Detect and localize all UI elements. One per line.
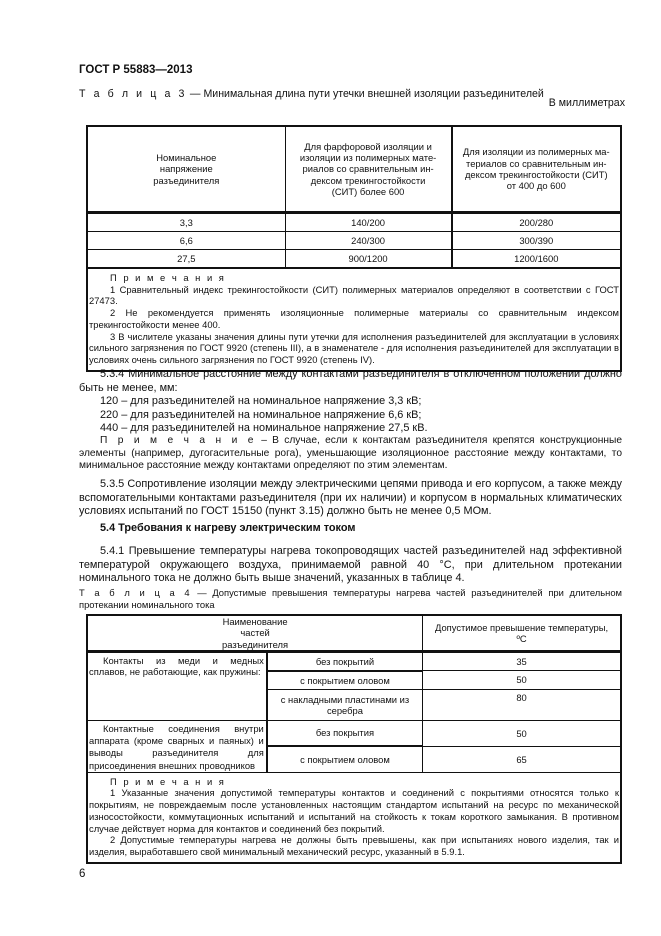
table-row [87, 250, 621, 269]
list-item: 440 – для разъединителей на номинальное напряжение 27,5 кВ. [100, 422, 428, 435]
table4-caption-text: — Допустимые превышения температуры нагрева частей разъединителей при длительном протекании номинального тока [79, 587, 622, 610]
table3 [86, 125, 622, 372]
table-cell: с покрытием оловом [267, 671, 423, 690]
note-item: 2 Допустимые температуры нагрева не должны быть превышены, как при испытаниях нового изделия, так и изделия, выработавшего свой минимальный механический ресурс, указанный в 5.9.1. [89, 834, 619, 857]
paragraph: 5.3.5 Сопротивление изоляции между электрическими цепями привода и его корпусом, а также между вспомогательными контактами разъединителя (при их наличии) и корпусом в нормальных климатических условиях испытаний по ГОСТ 15150 (пункт 3.15) должно быть не менее 0,5 МОм. [79, 478, 622, 518]
table3-header-row [87, 126, 621, 213]
header-line: Для изоляции из полимерных ма- [462, 146, 610, 158]
table-cell: 240/300 [285, 232, 451, 250]
note-item: 3 В числителе указаны значения длины пути утечки для исполнения разъединителей для эксплуатации в условиях сильного загрязнения по ГОСТ 9920 (степень III), а в знаменателе - для исполнения разъединителей для эксплуатации в условиях очень сильного загрязнения по ГОСТ 9920 (степень IV). [89, 330, 619, 365]
table-cell: 65 [423, 746, 621, 772]
section-5-4-heading [79, 522, 622, 536]
header-line: разъединителя [153, 174, 220, 186]
table3-caption [79, 88, 544, 100]
table3-col-voltage [87, 126, 285, 213]
table4-col-temperature: Допустимое превышение температуры, ºС [423, 615, 621, 651]
section-5-3-4 [79, 368, 622, 436]
table3-caption-prefix: Т а б л и ц а 3 [79, 88, 187, 100]
table-cell: 200/280 [452, 213, 621, 232]
table-cell: с покрытием оловом [267, 746, 423, 772]
note-item: 1 Указанные значения допустимой температуры контактов и соединений с покрытиями относятся только к покрытиям, не повреждаемым после установленных настоящим стандартом испытаний на ресурс по механической износостойкости, коммутационных испытаний и испытаний на стойкость к токам короткого замыкания. В противном случае действует норма для контактов и соединений без покрытий. [89, 787, 619, 834]
table3-col-polymer [452, 126, 621, 213]
list-item: 120 – для разъединителей на номинальное напряжение 3,3 кВ; [100, 395, 422, 408]
section-5-4-1 [79, 545, 622, 586]
table-row [87, 720, 621, 746]
table4-col-part: Наименование частей разъединителя [87, 615, 423, 651]
table-cell: с накладными пластинами из серебра [267, 689, 423, 720]
page-number: 6 [79, 868, 86, 880]
group-name: Контактные соединения внутри аппарата (кроме сварных и паяных) и выводы разъединителя для присоединения внешних проводников [87, 720, 267, 772]
table-cell: 80 [423, 689, 621, 720]
table-cell: 300/390 [452, 232, 621, 250]
table3-notes [87, 268, 621, 371]
table-cell: 50 [423, 720, 621, 746]
notes-title: П р и м е ч а н и я [110, 272, 226, 283]
section-heading: 5.4 Требования к нагреву электрическим током [100, 522, 356, 534]
table4-header-row [87, 615, 621, 651]
table-row [87, 232, 621, 250]
table-cell: 27,5 [87, 250, 285, 269]
table-cell: без покрытия [267, 720, 423, 746]
table3-caption-text: — Минимальная длина пути утечки внешней изоляции разъединителей [186, 88, 544, 100]
paragraph: 5.4.1 Превышение температуры нагрева токопроводящих частей разъединителей над эффективной температурой окружающего воздуха, принимаемой равной 40 °С, при длительном протекании номинального тока не должно быть выше значений, указанных в таблице 4. [79, 545, 622, 585]
group-name: Контакты из меди и медных сплавов, не работающие, как пружины: [87, 651, 267, 720]
table3-units: В миллиметрах [548, 97, 625, 109]
table-cell: 3,3 [87, 213, 285, 232]
paragraph: 5.3.4 Минимальное расстояние между контактами разъединителя в отключенном положении должно быть не менее, мм: [79, 368, 622, 394]
section-5-3-5 [79, 478, 622, 519]
table4-notes-row [87, 772, 621, 862]
table-cell: 50 [423, 671, 621, 690]
header-line: дексом трекингостойкости (СИТ) [464, 169, 608, 180]
header-line: Номинальное [156, 152, 217, 164]
header-line: дексом трекингостойкости [310, 174, 426, 186]
list-item: 220 – для разъединителей на номинальное напряжение 6,6 кВ; [100, 408, 422, 421]
table3-col-porcelain [285, 126, 451, 213]
notes-title: П р и м е ч а н и я [110, 775, 226, 787]
table4-caption [79, 587, 622, 610]
header-line: изоляции из полимерных мате- [299, 152, 437, 164]
table3-notes-row [87, 268, 621, 371]
table-cell: без покрытий [267, 651, 423, 671]
table4-notes [87, 772, 621, 862]
table-cell: 6,6 [87, 232, 285, 250]
header-line: риалов со сравнительным ин- [302, 163, 434, 175]
note-text: – В случае, если к контактам разъединителя крепятся конструкционные элементы (например, дугогасительные рога), уменьшающие изоляционное расстояние между контактами, то минимальное расстояние между контактами определяют по этим элементам. [79, 435, 622, 472]
header-line: териалов со сравнительным ин- [466, 157, 607, 169]
table-cell: 1200/1600 [452, 250, 621, 269]
note-item: 2 Не рекомендуется применять изоляционные полимерные материалы со сравнительным индексом трекингостойкости менее 400. [89, 307, 619, 330]
section-5-3-4-note [79, 435, 622, 473]
note-label: П р и м е ч а н и е [100, 435, 256, 446]
header-line: Для фарфоровой изоляции и [304, 140, 432, 152]
note-item: 1 Сравнительный индекс трекингостойкости (СИТ) полимерных материалов определяют в соответствии с ГОСТ 27473. [89, 283, 619, 307]
table-cell: 35 [423, 651, 621, 671]
table-cell: 140/200 [285, 213, 451, 232]
table-row [87, 213, 621, 232]
header-line: (СИТ) более 600 [331, 185, 405, 197]
header-line: напряжение [159, 163, 213, 175]
header-line: от 400 до 600 [506, 180, 566, 192]
document-header: ГОСТ Р 55883—2013 [79, 64, 193, 76]
table4-caption-prefix: Т а б л и ц а 4 [79, 587, 192, 598]
table4 [86, 614, 622, 864]
table-row [87, 651, 621, 671]
table-cell: 900/1200 [285, 250, 451, 269]
